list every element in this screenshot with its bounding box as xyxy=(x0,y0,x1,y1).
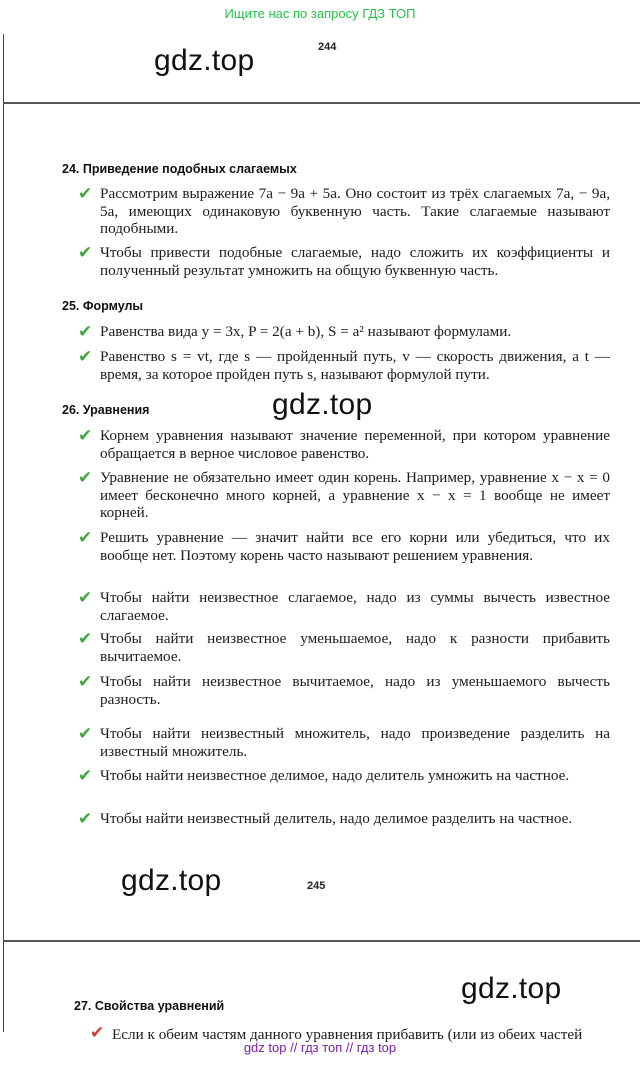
list-item xyxy=(78,184,610,238)
page-separator xyxy=(3,102,640,104)
list-item xyxy=(78,426,610,462)
checkmark-clip xyxy=(90,1023,106,1043)
item-text: Чтобы найти неизвестный множитель, надо произведение разделить на известный множитель. xyxy=(100,725,610,760)
checkmark-icon: ✔ xyxy=(78,243,93,263)
list-item xyxy=(78,809,610,829)
page-number: 245 xyxy=(307,880,326,892)
list-item xyxy=(78,322,610,342)
page-border-left xyxy=(3,104,4,940)
list-item xyxy=(78,347,610,383)
list-item xyxy=(78,243,610,279)
checkmark-icon: ✔ xyxy=(90,1023,105,1043)
item-text: Чтобы найти неизвестный делитель, надо делимое разделить на частное. xyxy=(100,810,573,827)
item-text: Чтобы найти неизвестное слагаемое, надо из суммы вычесть известное слагаемое. xyxy=(100,589,610,624)
checkmark-icon: ✔ xyxy=(78,347,93,367)
checkmark-icon: ✔ xyxy=(78,588,93,608)
checkmark-icon: ✔ xyxy=(78,426,93,446)
list-item xyxy=(78,588,610,624)
list-item xyxy=(78,766,610,786)
section-heading: 27. Свойства уравнений xyxy=(74,999,225,1013)
item-text: Уравнение не обязательно имеет один корень. Например, уравнение x − x = 0 имеет бесконечно много корней, а уравнение x − x = 1 вообще не имеет корней. xyxy=(100,469,610,521)
item-text: Чтобы найти неизвестное вычитаемое, надо из уменьшаемого вычесть разность. xyxy=(100,673,610,708)
watermark: gdz.top xyxy=(272,388,373,421)
checkmark-icon: ✔ xyxy=(78,528,93,548)
list-item xyxy=(78,629,610,665)
watermark: gdz.top xyxy=(121,864,222,897)
watermark: gdz.top xyxy=(154,44,255,77)
list-item xyxy=(78,672,610,708)
watermark: gdz.top xyxy=(461,972,562,1005)
item-text: Равенство s = vt, где s — пройденный путь, v — скорость движения, а t — время, за которое пройден путь s, называют формулой пути. xyxy=(100,348,610,383)
list-item xyxy=(78,528,610,564)
list-item xyxy=(78,724,610,760)
item-text: Равенства вида y = 3x, P = 2(a + b), S = a² называют формулами. xyxy=(100,323,512,340)
section-heading: 25. Формулы xyxy=(62,299,144,313)
section-heading: 24. Приведение подобных слагаемых xyxy=(62,162,297,176)
item-text: Корнем уравнения называют значение переменной, при котором уравнение обращается в верное числовое равенство. xyxy=(100,427,610,462)
top-banner[interactable]: Ищите нас по запросу ГДЗ ТОП xyxy=(224,6,416,21)
checkmark-icon: ✔ xyxy=(78,766,93,786)
list-item xyxy=(78,468,610,522)
item-text: Если к обеим частям данного уравнения прибавить (или из обеих частей xyxy=(112,1026,583,1043)
page-border-left xyxy=(3,34,4,104)
list-item xyxy=(112,1026,583,1043)
checkmark-icon: ✔ xyxy=(78,629,93,649)
checkmark-icon: ✔ xyxy=(78,672,93,692)
checkmark-icon: ✔ xyxy=(78,468,93,488)
page-number: 244 xyxy=(318,41,337,53)
checkmark-icon: ✔ xyxy=(78,184,93,204)
section-heading: 26. Уравнения xyxy=(62,403,150,417)
item-text: Рассмотрим выражение 7a − 9a + 5a. Оно состоит из трёх слагаемых 7a, − 9a, 5a, имеющих одинаковую буквенную часть. Такие слагаемые называют подобными. xyxy=(100,185,610,237)
page-separator xyxy=(3,940,640,942)
checkmark-icon: ✔ xyxy=(78,322,93,342)
checkmark-icon: ✔ xyxy=(78,809,93,829)
item-text: Решить уравнение — значит найти все его корни или убедиться, что их вообще нет. Поэтому корень часто называют решением уравнения. xyxy=(100,529,610,564)
item-text: Чтобы привести подобные слагаемые, надо сложить их коэффициенты и полученный результат умножить на общую буквенную часть. xyxy=(100,244,610,279)
checkmark-icon: ✔ xyxy=(78,724,93,744)
bottom-banner[interactable]: gdz top // гдз топ // гдз top xyxy=(243,1040,397,1055)
item-text: Чтобы найти неизвестное делимое, надо делитель умножить на частное. xyxy=(100,767,570,784)
item-text: Чтобы найти неизвестное уменьшаемое, надо к разности прибавить вычитаемое. xyxy=(100,630,610,665)
page-border-left xyxy=(3,942,4,1032)
